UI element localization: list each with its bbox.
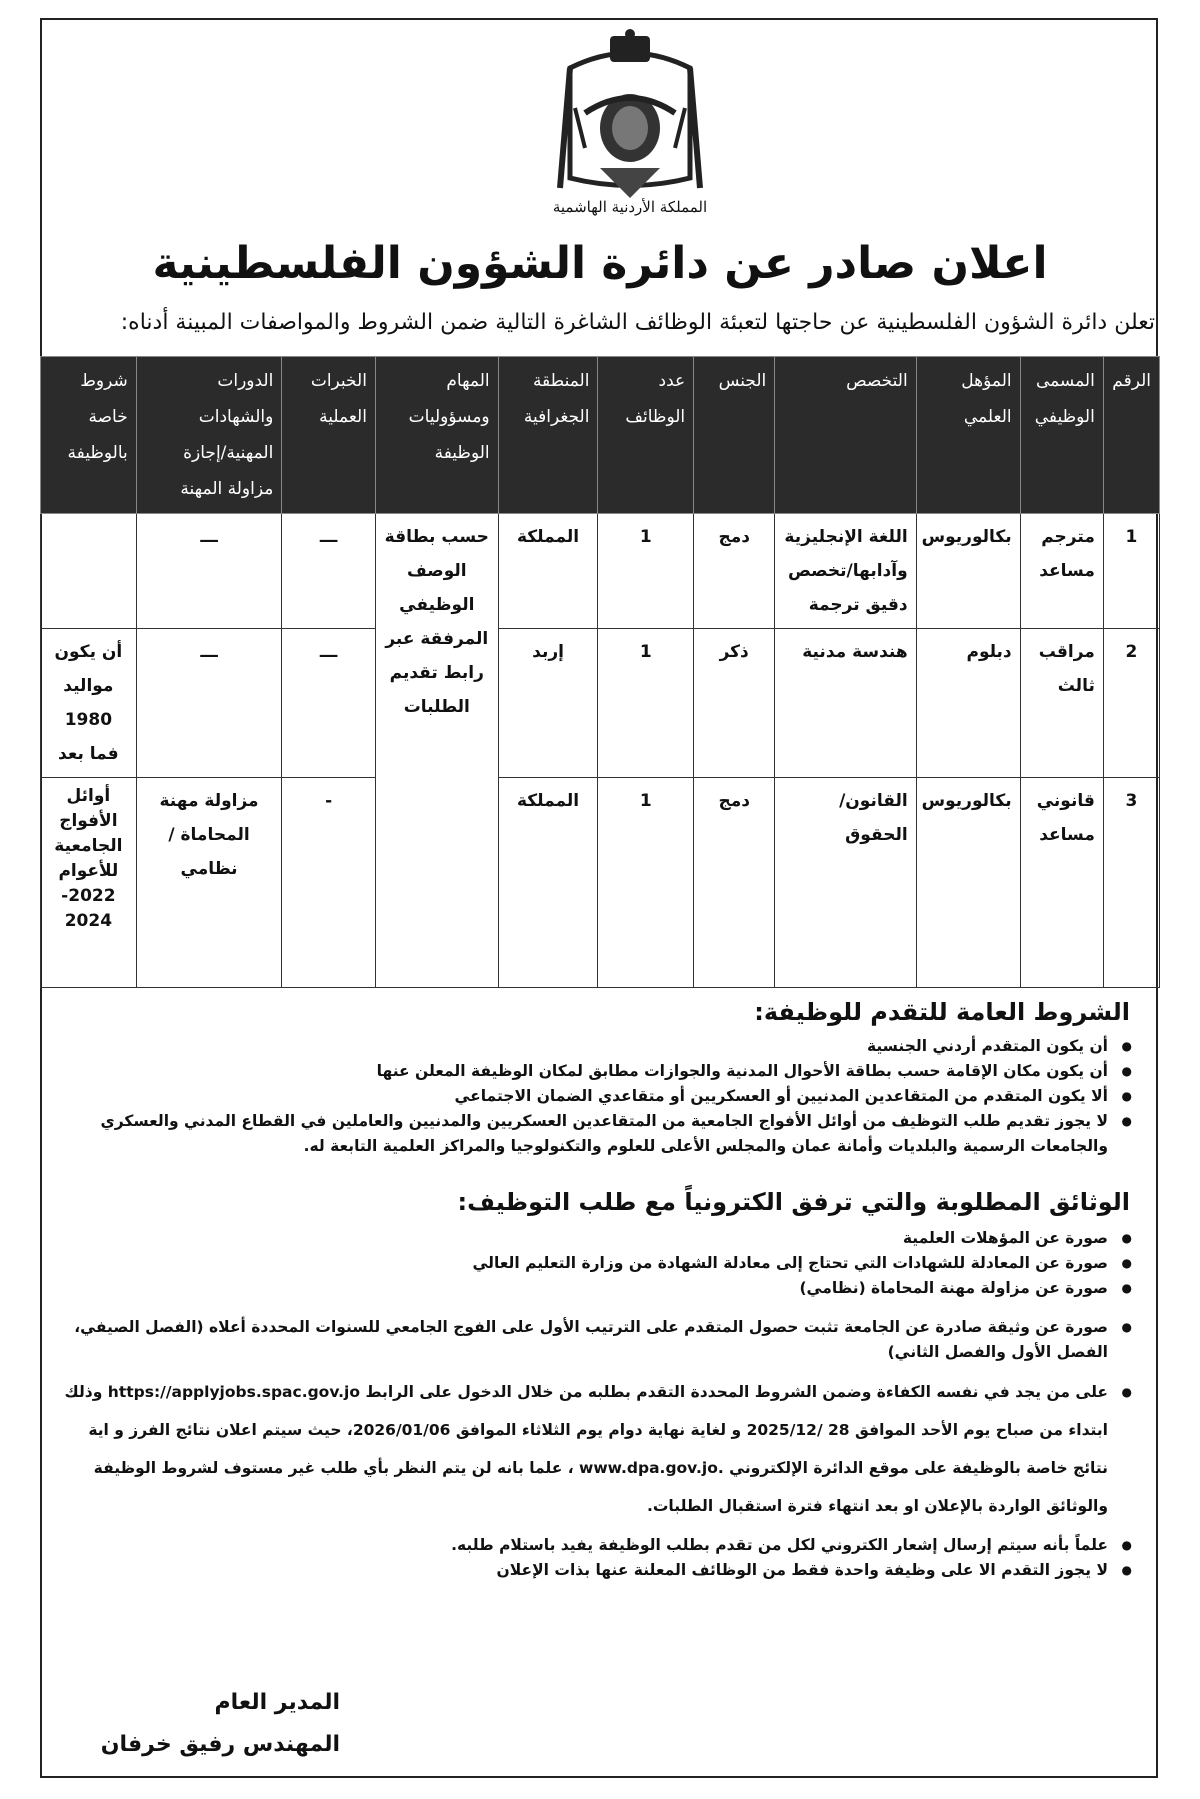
cell-num: 1: [1103, 514, 1159, 629]
table-header-row: [41, 357, 1160, 514]
cell-title: مترجم مساعد: [1020, 514, 1103, 629]
intro-text: تعلن دائرة الشؤون الفلسطينية عن حاجتها لتعبئة الوظائف الشاغرة التالية ضمن الشروط والمواصفات المبينة أدناه:: [120, 310, 1155, 335]
cell-special: [41, 514, 137, 629]
table-row: [41, 514, 1160, 629]
documents-list: [48, 1226, 1132, 1583]
cell-specialization: اللغة الإنجليزية وآدابها/تخصص دقيق ترجمة: [775, 514, 916, 629]
cell-region: إربد: [498, 629, 598, 778]
cell-num: 3: [1103, 778, 1159, 988]
header-duties: المهام ومسؤوليات الوظيفة: [375, 357, 498, 514]
list-item: ● علماً بأنه سيتم إرسال إشعار الكتروني لكل من تقدم بطلب الوظيفة يفيد باستلام طلبه.: [48, 1533, 1108, 1558]
table-row: [41, 778, 1160, 988]
signature-name: المهندس رفيق خرفان: [100, 1732, 340, 1757]
cell-qualification: دبلوم: [916, 629, 1020, 778]
list-item: ● صورة عن المعادلة للشهادات التي تحتاج إلى معادلة الشهادة من وزارة التعليم العالي: [48, 1251, 1108, 1276]
cell-count: 1: [598, 629, 694, 778]
cell-num: 2: [1103, 629, 1159, 778]
cell-courses: ـــ: [136, 629, 282, 778]
cell-qualification: بكالوريوس: [916, 778, 1020, 988]
cell-experience: ـــ: [282, 629, 376, 778]
general-conditions-heading: الشروط العامة للتقدم للوظيفة:: [754, 998, 1130, 1026]
application-text-1: على من يجد في نفسه الكفاءة وضمن الشروط المحددة التقدم بطلبه من خلال الدخول على الرابط: [365, 1383, 1108, 1401]
cell-courses: ـــ: [136, 514, 282, 629]
cell-qualification: بكالوريوس: [916, 514, 1020, 629]
application-paragraph: [48, 1373, 1108, 1525]
apply-link[interactable]: https://applyjobs.spac.gov.jo: [107, 1383, 361, 1401]
header-num: الرقم: [1103, 357, 1159, 514]
cell-specialization: القانون/الحقوق: [775, 778, 916, 988]
cell-title: مراقب ثالث: [1020, 629, 1103, 778]
list-item: ● صورة عن وثيقة صادرة عن الجامعة تثبت حصول المتقدم على الترتيب الأول على الفوج الجامعي للسنوات المحددة أعلاه (الفصل الصيفي، الفصل الأول والفصل الثاني): [48, 1315, 1108, 1365]
header-courses: الدورات والشهادات المهنية/إجازة مزاولة المهنة: [136, 357, 282, 514]
list-item: ● أن يكون مكان الإقامة حسب بطاقة الأحوال المدنية والجوازات مطابق لمكان الوظيفة المعلن عنها: [48, 1059, 1108, 1084]
cell-gender: ذكر: [694, 629, 775, 778]
list-item: ● لا يجوز تقديم طلب التوظيف من أوائل الأفواج الجامعية من المتقاعدين العسكريين والمدنيين والعاملين في القطاع المدني والعسكري والجامعات الرسمية والبلديات وأمانة عمان والمجلس الأعلى للعلوم والتكنولوجيا والمراكز العلمية التابعة له.: [48, 1109, 1108, 1159]
cell-special: أوائل الأفواج الجامعية للأعوام 2022- 2024: [41, 778, 137, 988]
cell-region: المملكة: [498, 514, 598, 629]
header-experience: الخبرات العملية: [282, 357, 376, 514]
list-item: ● لا يجوز التقدم الا على وظيفة واحدة فقط من الوظائف المعلنة عنها بذات الإعلان: [48, 1558, 1108, 1583]
cell-region: المملكة: [498, 778, 598, 988]
header-count: عدد الوظائف: [598, 357, 694, 514]
header-gender: الجنس: [694, 357, 775, 514]
cell-count: 1: [598, 778, 694, 988]
cell-gender: دمج: [694, 778, 775, 988]
list-item: ● ألا يكون المتقدم من المتقاعدين المدنيين أو العسكريين أو متقاعدي الضمان الاجتماعي: [48, 1084, 1108, 1109]
page-title: اعلان صادر عن دائرة الشؤون الفلسطينية: [152, 238, 1048, 289]
header-title: المسمى الوظيفي: [1020, 357, 1103, 514]
cell-count: 1: [598, 514, 694, 629]
list-item: ● أن يكون المتقدم أردني الجنسية: [48, 1034, 1108, 1059]
signature-position: المدير العام: [214, 1690, 340, 1715]
cell-duties: حسب بطاقة الوصف الوظيفي المرفقة عبر رابط تقديم الطلبات: [375, 514, 498, 988]
general-conditions-list: [48, 1034, 1132, 1159]
cell-title: قانوني مساعد: [1020, 778, 1103, 988]
header-region: المنطقة الجغرافية: [498, 357, 598, 514]
emblem-caption: المملكة الأردنية الهاشمية: [552, 198, 708, 216]
header-specialization: التخصص: [775, 357, 916, 514]
cell-gender: دمج: [694, 514, 775, 629]
documents-heading: الوثائق المطلوبة والتي ترفق الكترونياً مع طلب التوظيف:: [457, 1188, 1130, 1216]
cell-special: أن يكون مواليد 1980 فما بعد: [41, 629, 137, 778]
jobs-table: [40, 356, 1160, 988]
cell-experience: ـــ: [282, 514, 376, 629]
cell-courses: مزاولة مهنة المحاماة /نظامي: [136, 778, 282, 988]
header-qualification: المؤهل العلمي: [916, 357, 1020, 514]
list-item: ● صورة عن مزاولة مهنة المحاماة (نظامي): [48, 1276, 1108, 1301]
coat-of-arms-icon: [530, 28, 730, 208]
table-row: [41, 629, 1160, 778]
dpa-link[interactable]: www.dpa.gov.jo.: [579, 1459, 724, 1477]
application-text-3: ، علما بانه لن يتم النظر بأي طلب غير مستوف لشروط الوظيفة والوثائق الواردة بالإعلان او بعد انتهاء فترة استقبال الطلبات.: [93, 1459, 1108, 1515]
cell-experience: -: [282, 778, 376, 988]
header-special: شروط خاصة بالوظيفة: [41, 357, 137, 514]
list-item: ● صورة عن المؤهلات العلمية: [48, 1226, 1108, 1251]
cell-specialization: هندسة مدنية: [775, 629, 916, 778]
application-text-2: وذلك ابتداء من صباح يوم الأحد الموافق 28 /2025/12 و لغاية نهاية دوام يوم الثلاثاء الموافق 2026/01/06، حيث سيتم اعلان نتائج الفرز و اية نتائج خاصة بالوظيفة على موقع الدائرة الإلكتروني: [64, 1383, 1108, 1477]
